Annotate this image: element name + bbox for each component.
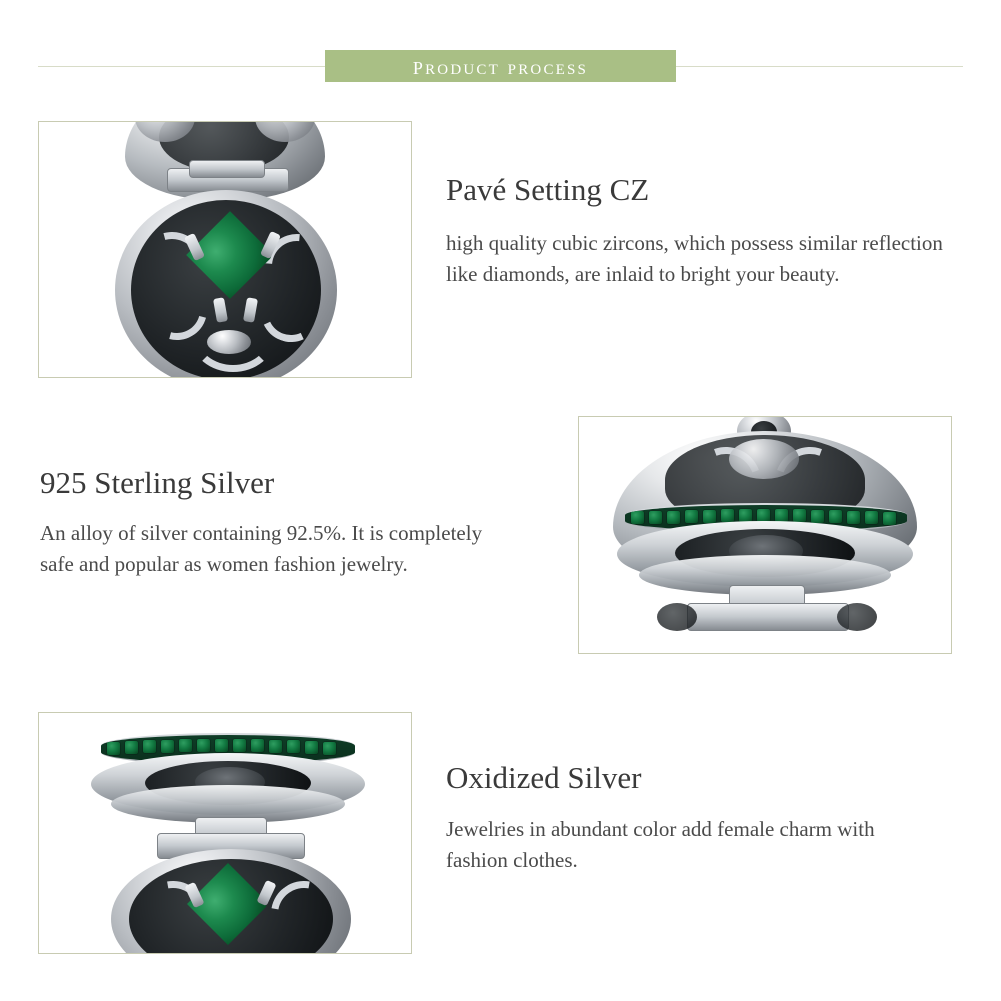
section-title-sterling-silver: 925 Sterling Silver <box>40 465 275 500</box>
section-title-pave-setting: Pavé Setting CZ <box>446 172 650 207</box>
page-header <box>0 50 1001 82</box>
product-image-sterling-silver <box>578 416 952 654</box>
product-image-oxidized-silver <box>38 712 412 954</box>
page-title: product process <box>412 50 589 80</box>
section-body-oxidized-silver: Jewelries in abundant color add female charm with fashion clothes. <box>446 817 875 872</box>
header-banner <box>325 50 676 82</box>
section-body-sterling-silver: An alloy of silver containing 92.5%. It is completely safe and popular as women fashion jewelry. <box>40 521 483 576</box>
product-image-pave-setting <box>38 121 412 378</box>
section-title-oxidized-silver: Oxidized Silver <box>446 760 642 795</box>
section-body-pave-setting: high quality cubic zircons, which possess similar reflection like diamonds, are inlaid to bright your beauty. <box>446 231 943 286</box>
